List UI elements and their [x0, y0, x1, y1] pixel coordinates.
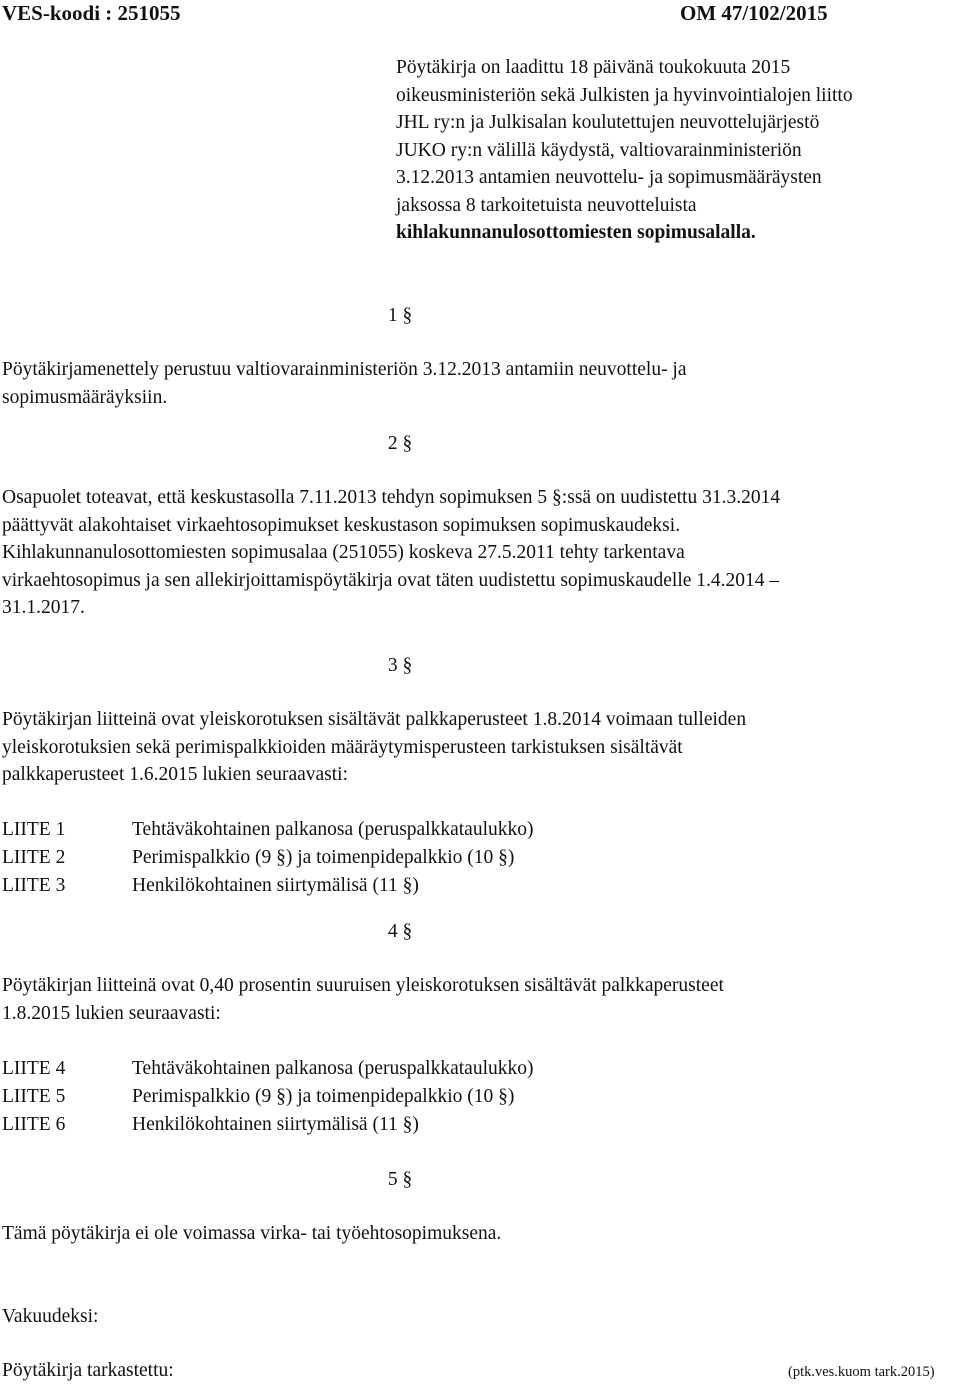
section-1-text — [2, 356, 950, 411]
attachment-id: LIITE 2 — [2, 847, 66, 868]
document-code: VES-koodi : 251055 — [2, 1, 181, 25]
intro-line: JHL ry:n ja Julkisalan koulutettujen neuvottelujärjestö — [396, 112, 820, 133]
section-line: Osapuolet toteavat, että keskustasolla 7.11.2013 tehdyn sopimuksen 5 §:ssä on uudistettu 31.3.2014 — [2, 487, 781, 508]
section-line: yleiskorotuksien sekä perimispalkkioiden määräytymisperusteen tarkistuksen sisältävät — [2, 736, 683, 758]
section-5-heading: 5 § — [387, 1169, 413, 1190]
section-line: Pöytäkirjan liitteinä ovat yleiskorotuksen sisältävät palkkaperusteet 1.8.2014 voimaan tulleiden — [2, 709, 747, 730]
section-1-heading: 1 § — [387, 305, 413, 326]
section-line: Kihlakunnanulosottomiesten sopimusalaa (251055) koskeva 27.5.2011 tehty tarkentava — [2, 542, 685, 563]
section-line: Tämä pöytäkirja ei ole voimassa virka- tai työehtosopimuksena. — [2, 1223, 502, 1244]
attachment-desc: Tehtäväkohtainen palkanosa (peruspalkkataulukko) — [132, 819, 534, 840]
attachment-id: LIITE 3 — [2, 875, 66, 896]
attachment-desc: Perimispalkkio (9 §) ja toimenpidepalkkio (10 §) — [132, 1086, 515, 1107]
intro-line: 3.12.2013 antamien neuvottelu- ja sopimusmääräysten — [396, 167, 822, 188]
section-4-heading: 4 § — [387, 921, 413, 942]
document-reference: OM 47/102/2015 — [680, 1, 828, 25]
section-5-text — [2, 1220, 950, 1248]
revision-note: (ptk.ves.kuom tark.2015) — [788, 1364, 935, 1380]
section-3-heading: 3 § — [387, 655, 413, 676]
section-line: päättyvät alakohtaiset virkaehtosopimukset keskustason sopimuksen sopimuskaudeksi. — [2, 514, 681, 536]
attachment-id: LIITE 5 — [2, 1086, 66, 1107]
attachment-row — [2, 872, 419, 900]
section-line: virkaehtosopimus ja sen allekirjoittamispöytäkirja ovat täten uudistettu sopimuskaudelle 1.4.2014 – — [2, 569, 780, 591]
attachment-row — [2, 1083, 514, 1111]
attachment-desc: Henkilökohtainen siirtymälisä (11 §) — [132, 1114, 419, 1135]
intro-line: jaksossa 8 tarkoitetuista neuvotteluista — [396, 194, 697, 216]
attachment-id: LIITE 6 — [2, 1114, 66, 1135]
attachment-row — [2, 1055, 534, 1083]
section-line: Pöytäkirjan liitteinä ovat 0,40 prosentin suuruisen yleiskorotuksen sisältävät palkkaperusteet — [2, 975, 724, 996]
section-line: Pöytäkirjamenettely perustuu valtiovarainministeriön 3.12.2013 antamiin neuvottelu- ja — [2, 359, 687, 380]
attachment-desc: Henkilökohtainen siirtymälisä (11 §) — [132, 875, 419, 896]
attachment-row — [2, 844, 514, 872]
intro-block — [396, 54, 956, 247]
intro-line: oikeusministeriön sekä Julkisten ja hyvinvointialojen liitto — [396, 84, 853, 106]
intro-line: Pöytäkirja on laadittu 18 päivänä toukokuuta 2015 — [396, 57, 791, 78]
attachment-desc: Tehtäväkohtainen palkanosa (peruspalkkataulukko) — [132, 1058, 534, 1079]
section-4-text — [2, 972, 950, 1027]
attachment-id: LIITE 1 — [2, 819, 66, 840]
attachment-row — [2, 1111, 419, 1139]
attachment-row — [2, 816, 534, 844]
attachment-desc: Perimispalkkio (9 §) ja toimenpidepalkkio (10 §) — [132, 847, 515, 868]
section-line: sopimusmääräyksiin. — [2, 386, 168, 408]
section-2-text — [2, 484, 950, 622]
signature-checked-label: Pöytäkirja tarkastettu: — [2, 1360, 174, 1381]
section-2-heading: 2 § — [387, 433, 413, 454]
intro-bold-line: kihlakunnanulosottomiesten sopimusalalla. — [396, 222, 756, 243]
section-3-text — [2, 706, 950, 789]
section-line: 1.8.2015 lukien seuraavasti: — [2, 1002, 221, 1024]
intro-line: JUKO ry:n välillä käydystä, valtiovarainministeriön — [396, 139, 802, 161]
attachment-id: LIITE 4 — [2, 1058, 66, 1079]
section-line: 31.1.2017. — [2, 597, 85, 618]
signature-closing: Vakuudeksi: — [2, 1306, 99, 1327]
section-line: palkkaperusteet 1.6.2015 lukien seuraavasti: — [2, 764, 349, 785]
